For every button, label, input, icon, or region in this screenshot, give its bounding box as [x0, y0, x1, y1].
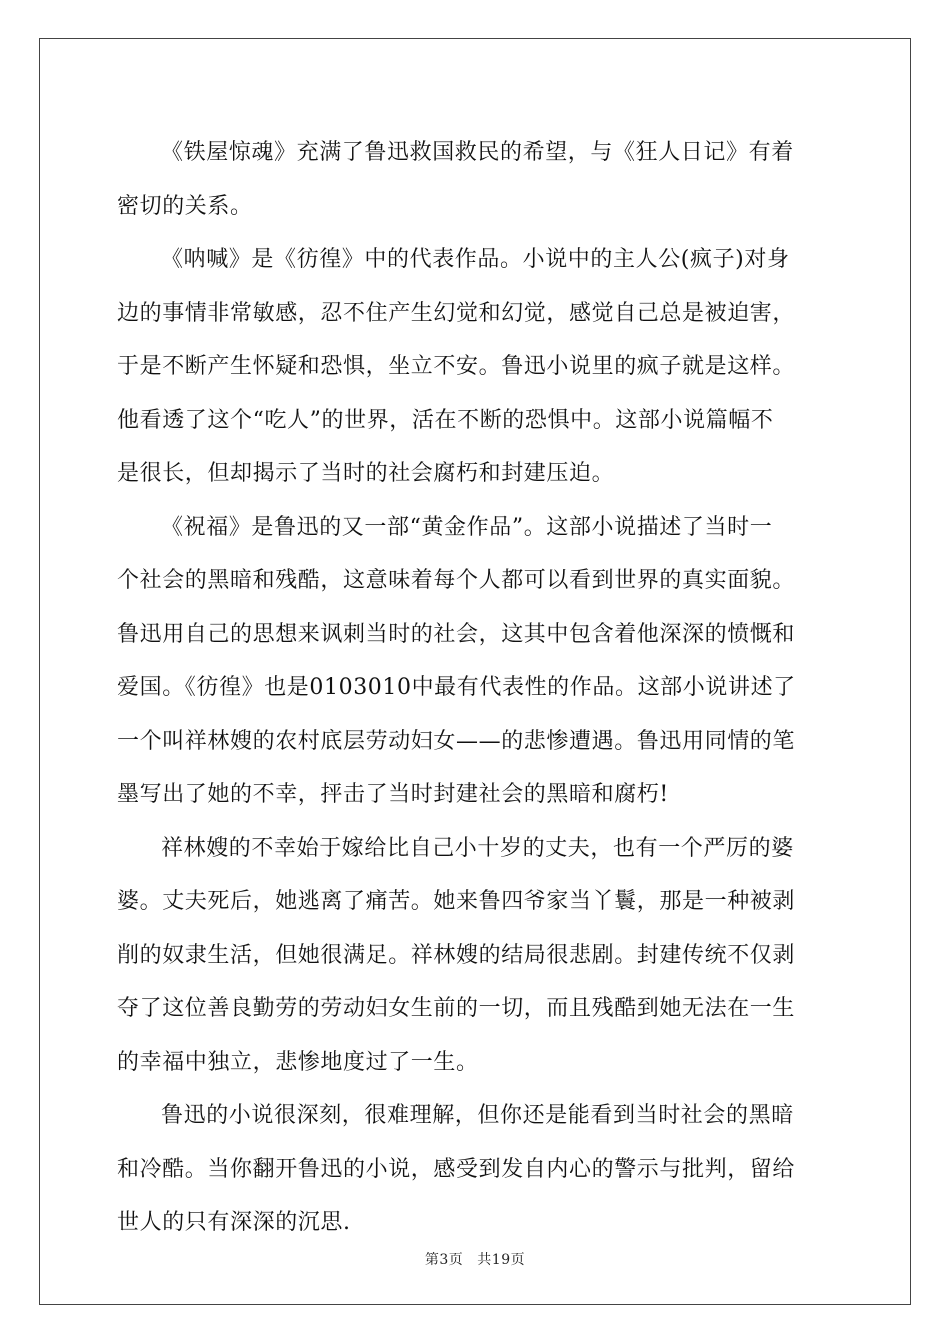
text-line: 密切的关系。	[117, 193, 253, 219]
paragraph	[117, 1089, 833, 1250]
text-line: 鲁迅用自己的思想来讽刺当时的社会，这其中包含着他深深的愤慨和	[117, 621, 796, 647]
text-line: 他看透了这个“吃人”的世界，活在不断的恐惧中。这部小说篇幅不	[117, 407, 774, 433]
page-total: 共19页	[477, 1252, 526, 1268]
paragraph	[117, 233, 833, 501]
text-line: 是很长，但却揭示了当时的社会腐朽和封建压迫。	[117, 461, 615, 486]
page-footer	[0, 1249, 950, 1269]
text-line: 祥林嫂的不幸始于嫁给比自己小十岁的丈夫，也有一个严厉的婆	[161, 835, 794, 861]
text-line: 夺了这位善良勤劳的劳动妇女生前的一切，而且残酷到她无法在一生	[117, 996, 796, 1021]
page-number: 第3页	[424, 1252, 464, 1268]
paragraph	[117, 501, 833, 822]
paragraph	[117, 822, 833, 1090]
text-line: 一个叫祥林嫂的农村底层劳动妇女——的悲惨遭遇。鲁迅用同情的笔	[117, 728, 796, 754]
text-line: 墨写出了她的不幸，抨击了当时封建社会的黑暗和腐朽!	[117, 782, 669, 807]
text-line: 爱国。《彷徨》也是0103010中最有代表性的作品。这部小说讲述了	[117, 675, 796, 700]
text-line: 削的奴隶生活，但她很满足。祥林嫂的结局很悲剧。封建传统不仅剥	[117, 942, 796, 968]
text-line: 于是不断产生怀疑和恐惧，坐立不安。鲁迅小说里的疯子就是这样。	[117, 354, 796, 379]
text-line: 个社会的黑暗和残酷，这意味着每个人都可以看到世界的真实面貌。	[117, 568, 796, 593]
text-line: 世人的只有深深的沉思.	[117, 1210, 351, 1235]
text-line: 和冷酷。当你翻开鲁迅的小说，感受到发自内心的警示与批判，留给	[117, 1156, 796, 1182]
text-line: 《祝福》是鲁迅的又一部“黄金作品”。这部小说描述了当时一	[161, 514, 773, 540]
text-line: 边的事情非常敏感，忍不住产生幻觉和幻觉，感觉自己总是被迫害，	[117, 300, 796, 326]
text-line: 《呐喊》是《彷徨》中的代表作品。小说中的主人公(疯子)对身	[161, 247, 790, 272]
document-body	[117, 126, 833, 1250]
text-line: 的幸福中独立，悲惨地度过了一生。	[117, 1049, 479, 1075]
paragraph	[117, 126, 833, 233]
text-line: 鲁迅的小说很深刻，很难理解，但你还是能看到当时社会的黑暗	[161, 1103, 794, 1128]
text-line: 《铁屋惊魂》充满了鲁迅救国救民的希望，与《狂人日记》有着	[161, 140, 794, 165]
text-line: 婆。丈夫死后，她逃离了痛苦。她来鲁四爷家当丫鬟，那是一种被剥	[117, 889, 796, 914]
